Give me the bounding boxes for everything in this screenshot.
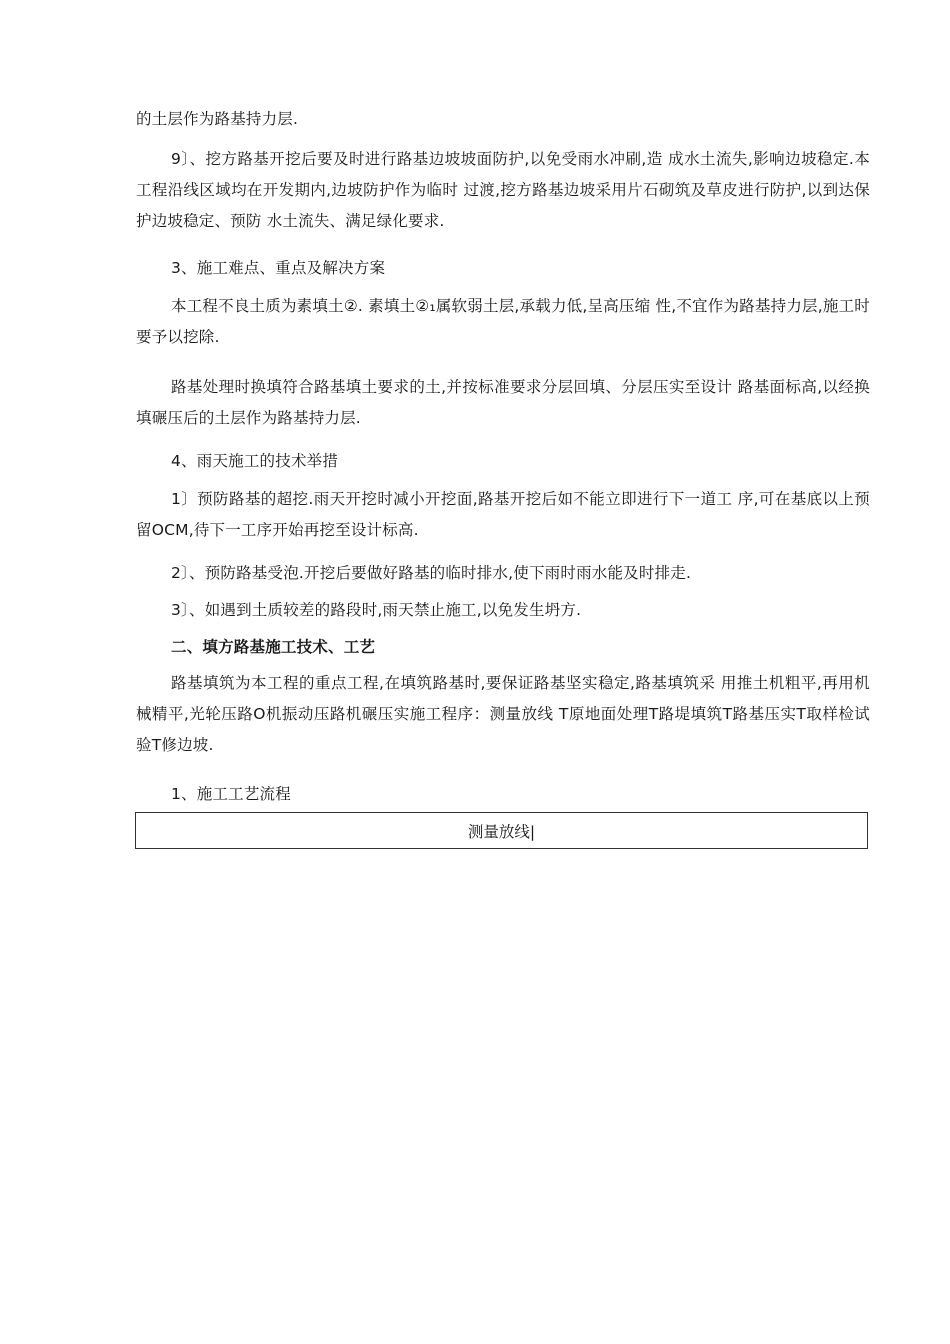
paragraph-rain-item-2: 2〕、预防路基受泡.开挖后要做好路基的临时排水,使下雨时雨水能及时排走. [171, 564, 692, 582]
paragraph-bad-soil: 本工程不良土质为素填土②. 素填土②₁属软弱土层,承载力低,呈高压缩 性,不宜作为路基持力层,施工时要予以挖除. [136, 297, 870, 346]
paragraph-subgrade-treatment: 路基处理时换填符合路基填土要求的土,并按标准要求分层回填、分层压实至设计 路基面标高,以经换填碾压后的土层作为路基持力层. [136, 378, 870, 427]
paragraph-continuation: 的土层作为路基持力层. [136, 110, 299, 128]
section-heading-4: 4、雨天施工的技术举措 [171, 452, 339, 470]
paragraph-rain-item-1: 1〕预防路基的超挖.雨天开挖时减小开挖面,路基开挖后如不能立即进行下一道工 序,可在基底以上预留OCM,待下一工序开始再挖至设计标高. [136, 490, 870, 539]
paragraph-rain-item-3: 3〕、如遇到土质较差的路段时,雨天禁止施工,以免发生坍方. [171, 601, 582, 619]
chapter-heading-fill: 二、填方路基施工技术、工艺 [171, 638, 376, 656]
flow-box-label: 测量放线| [467, 822, 536, 841]
section-heading-process: 1、施工工艺流程 [171, 785, 291, 803]
paragraph-item-9: 9〕、挖方路基开挖后要及时进行路基边坡坡面防护,以免受雨水冲刷,造 成水土流失,影响边坡稳定.本工程沿线区域均在开发期内,边坡防护作为临时 过渡,挖方路基边坡采用片石砌筑及草皮进行防护,以到达保护边坡稳定、预防 水土流失、满足绿化要求. [136, 150, 870, 230]
section-heading-3: 3、施工难点、重点及解决方案 [171, 259, 386, 277]
paragraph-fill-intro: 路基填筑为本工程的重点工程,在填筑路基时,要保证路基坚实稳定,路基填筑采 用推土机粗平,再用机械精平,光轮压路O机振动压路机碾压实施工程序：测量放线 T原地面处理T路堤填筑T路基压实T取样检试验T修边坡. [136, 674, 870, 754]
flow-chart-box [135, 812, 868, 849]
